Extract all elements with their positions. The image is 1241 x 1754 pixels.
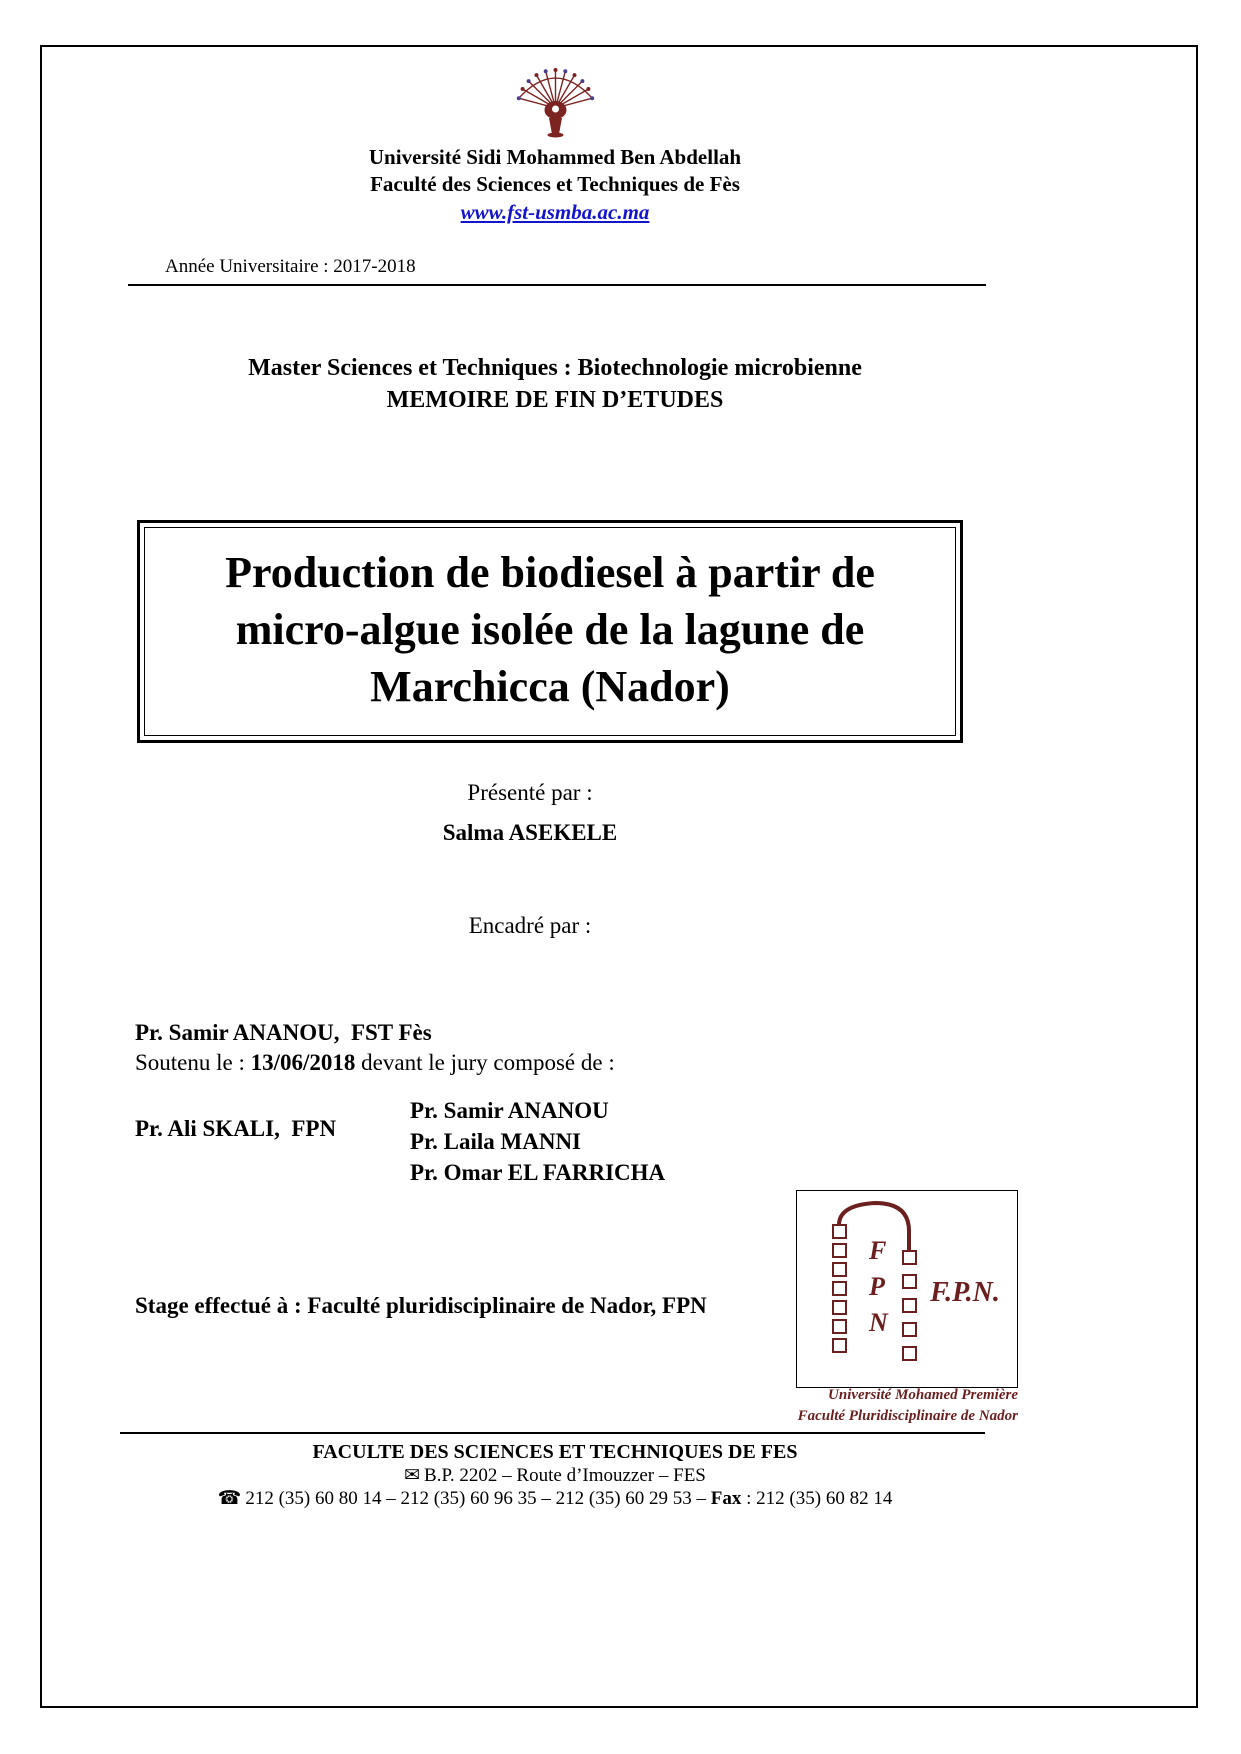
program-block xyxy=(150,352,960,416)
header xyxy=(150,50,960,225)
thesis-title xyxy=(144,527,956,736)
usmba-logo-icon xyxy=(508,50,603,138)
thesis-title-line1: Production de biodiesel à partir de xyxy=(225,548,875,597)
defense-date: 13/06/2018 xyxy=(250,1050,356,1075)
phone-icon: ☎ xyxy=(217,1488,242,1509)
fpn-logo-box xyxy=(796,1190,1018,1388)
footer-address-line xyxy=(150,1464,960,1487)
jury-member: Pr. Laila MANNI xyxy=(410,1129,582,1154)
jury-member: Pr. Omar EL FARRICHA xyxy=(410,1160,666,1185)
footer-address-text: B.P. 2202 – Route d’Imouzzer – FES xyxy=(424,1465,706,1486)
defense-suffix: devant le jury composé de : xyxy=(355,1050,615,1075)
faculty-name: Faculté des Sciences et Techniques de Fès xyxy=(370,172,740,196)
defense-prefix: Soutenu le : xyxy=(135,1050,251,1075)
internship-line: Stage effectué à : Faculté pluridisciplinaire de Nador, FPN xyxy=(135,1293,707,1318)
jury-member: Pr. Samir ANANOU xyxy=(410,1098,609,1123)
supervisor-item: Pr. Ali SKALI, FPN xyxy=(135,1116,337,1141)
presented-by-label: Présenté par : xyxy=(467,780,593,805)
university-name: Université Sidi Mohammed Ben Abdellah xyxy=(368,145,742,169)
supervisors-list xyxy=(135,953,432,1209)
footer-phones-line xyxy=(150,1487,960,1510)
footer-divider xyxy=(120,1432,985,1434)
jury-list xyxy=(410,1095,665,1188)
footer xyxy=(150,1440,960,1510)
thesis-title-box xyxy=(137,520,963,743)
footer-fax-value: : 212 (35) 60 82 14 xyxy=(741,1488,893,1509)
academic-year: Année Universitaire : 2017-2018 xyxy=(165,256,416,277)
memoire-line: MEMOIRE DE FIN D’ETUDES xyxy=(386,387,724,413)
fpn-university-caption: Université Mohamed Première xyxy=(828,1387,1018,1403)
master-program-line: Master Sciences et Techniques : Biotechnologie microbienne xyxy=(248,355,862,381)
footer-phones-text: 212 (35) 60 80 14 – 212 (35) 60 96 35 – 212 (35) 60 29 53 – xyxy=(245,1488,711,1509)
fpn-acronym: F.P.N. xyxy=(930,1277,1000,1308)
supervisor-item: Pr. Samir ANANOU, FST Fès xyxy=(135,1020,432,1045)
header-divider xyxy=(128,284,986,286)
fpn-letter-p: P xyxy=(869,1272,885,1301)
mail-icon: ✉ xyxy=(404,1465,421,1486)
supervised-by-label: Encadré par : xyxy=(468,913,592,938)
footer-fax-label: Fax xyxy=(710,1488,742,1509)
thesis-title-line2: micro-algue isolée de la lagune de xyxy=(235,605,865,654)
fpn-letter-n: N xyxy=(869,1308,888,1337)
fpn-letter-f: F xyxy=(869,1236,887,1265)
fpn-captions xyxy=(798,1385,1018,1427)
defense-line xyxy=(135,1050,615,1076)
fpn-faculty-caption: Faculté Pluridisciplinaire de Nador xyxy=(797,1408,1018,1424)
fpn-logo-icon xyxy=(797,1191,1017,1387)
website-link[interactable]: www.fst-usmba.ac.ma xyxy=(460,200,650,224)
footer-faculty-line: FACULTE DES SCIENCES ET TECHNIQUES DE FES xyxy=(312,1441,798,1463)
thesis-title-line3: Marchicca (Nador) xyxy=(370,662,730,711)
author-name: Salma ASEKELE xyxy=(442,820,618,845)
